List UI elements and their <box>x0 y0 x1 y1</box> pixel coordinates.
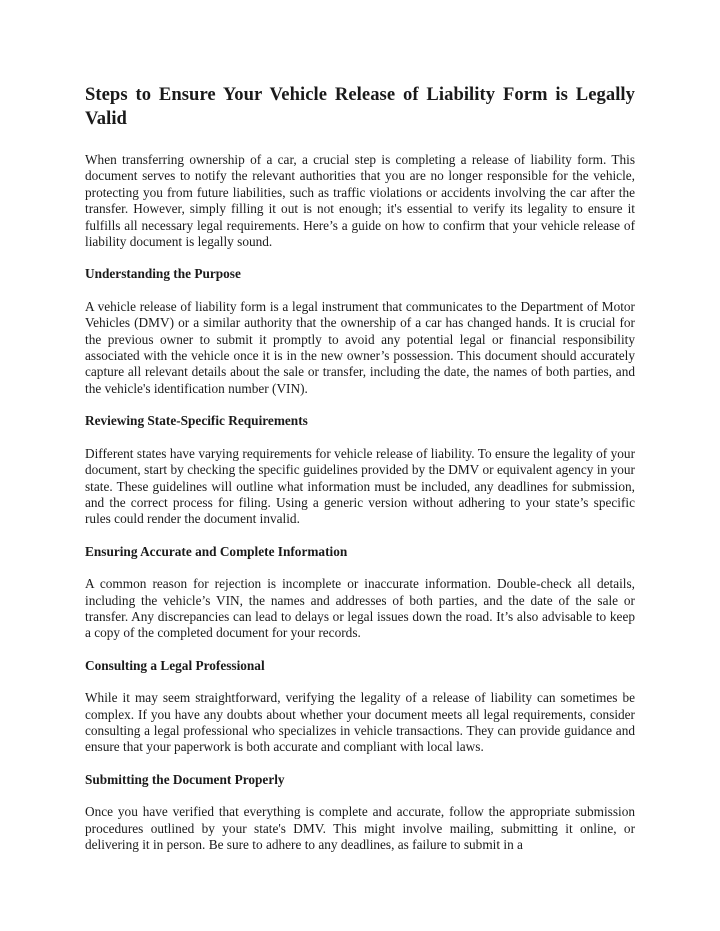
section-heading-submitting: Submitting the Document Properly <box>85 771 285 787</box>
section-heading-state-requirements: Reviewing State-Specific Requirements <box>85 413 308 429</box>
document-page <box>85 83 635 869</box>
intro-paragraph: When transferring ownership of a car, a crucial step is completing a release of liability form. This document serves to notify the relevant authorities that you are no longer responsible for the vehicle, protecting you from future liabilities, such as traffic violations or accidents involving the car after the transfer. However, simply filling it out is not enough; it's essential to verify its legality to ensure it fulfills all necessary legal requirements. Here’s a guide on how to confirm that your vehicle release of liability document is legally sound. <box>85 152 635 250</box>
section-body-state-requirements: Different states have varying requirements for vehicle release of liability. To ensure the legality of your document, start by checking the specific guidelines provided by the DMV or equivalent agency in your state. These guidelines will outline what information must be included, any deadlines for submission, and the correct process for filing. Using a generic version without adhering to your state’s specific rules could render the document invalid. <box>85 445 635 527</box>
section-heading-accurate-information: Ensuring Accurate and Complete Information <box>85 543 348 559</box>
document-title: Steps to Ensure Your Vehicle Release of Liability Form is Legally Valid <box>85 84 635 129</box>
section-heading-legal-professional: Consulting a Legal Professional <box>85 657 265 673</box>
section-heading-purpose: Understanding the Purpose <box>85 266 241 282</box>
section-body-accurate-information: A common reason for rejection is incomplete or inaccurate information. Double-check all details, including the vehicle’s VIN, the names and addresses of both parties, and the date of the sale or transfer. Any discrepancies can lead to delays or legal issues down the road. It’s also advisable to keep a copy of the completed document for your records. <box>85 576 635 641</box>
section-body-purpose: A vehicle release of liability form is a legal instrument that communicates to the Department of Motor Vehicles (DMV) or a similar authority that the ownership of a car has changed hands. It is crucial for the previous owner to submit it promptly to avoid any potential legal or financial responsibility associated with the vehicle once it is in the new owner’s possession. This document should accurately capture all relevant details about the sale or transfer, including the date, the names of both parties, and the vehicle's identification number (VIN). <box>85 298 635 396</box>
section-body-legal-professional: While it may seem straightforward, verifying the legality of a release of liability can sometimes be complex. If you have any doubts about whether your document meets all legal requirements, consider consulting a legal professional who specializes in vehicle transactions. They can provide guidance and ensure that your paperwork is both accurate and compliant with local laws. <box>85 690 635 755</box>
section-body-submitting: Once you have verified that everything is complete and accurate, follow the appropriate submission procedures outlined by your state's DMV. This might involve mailing, submitting it online, or delivering it in person. Be sure to adhere to any deadlines, as failure to submit in a <box>85 804 635 852</box>
